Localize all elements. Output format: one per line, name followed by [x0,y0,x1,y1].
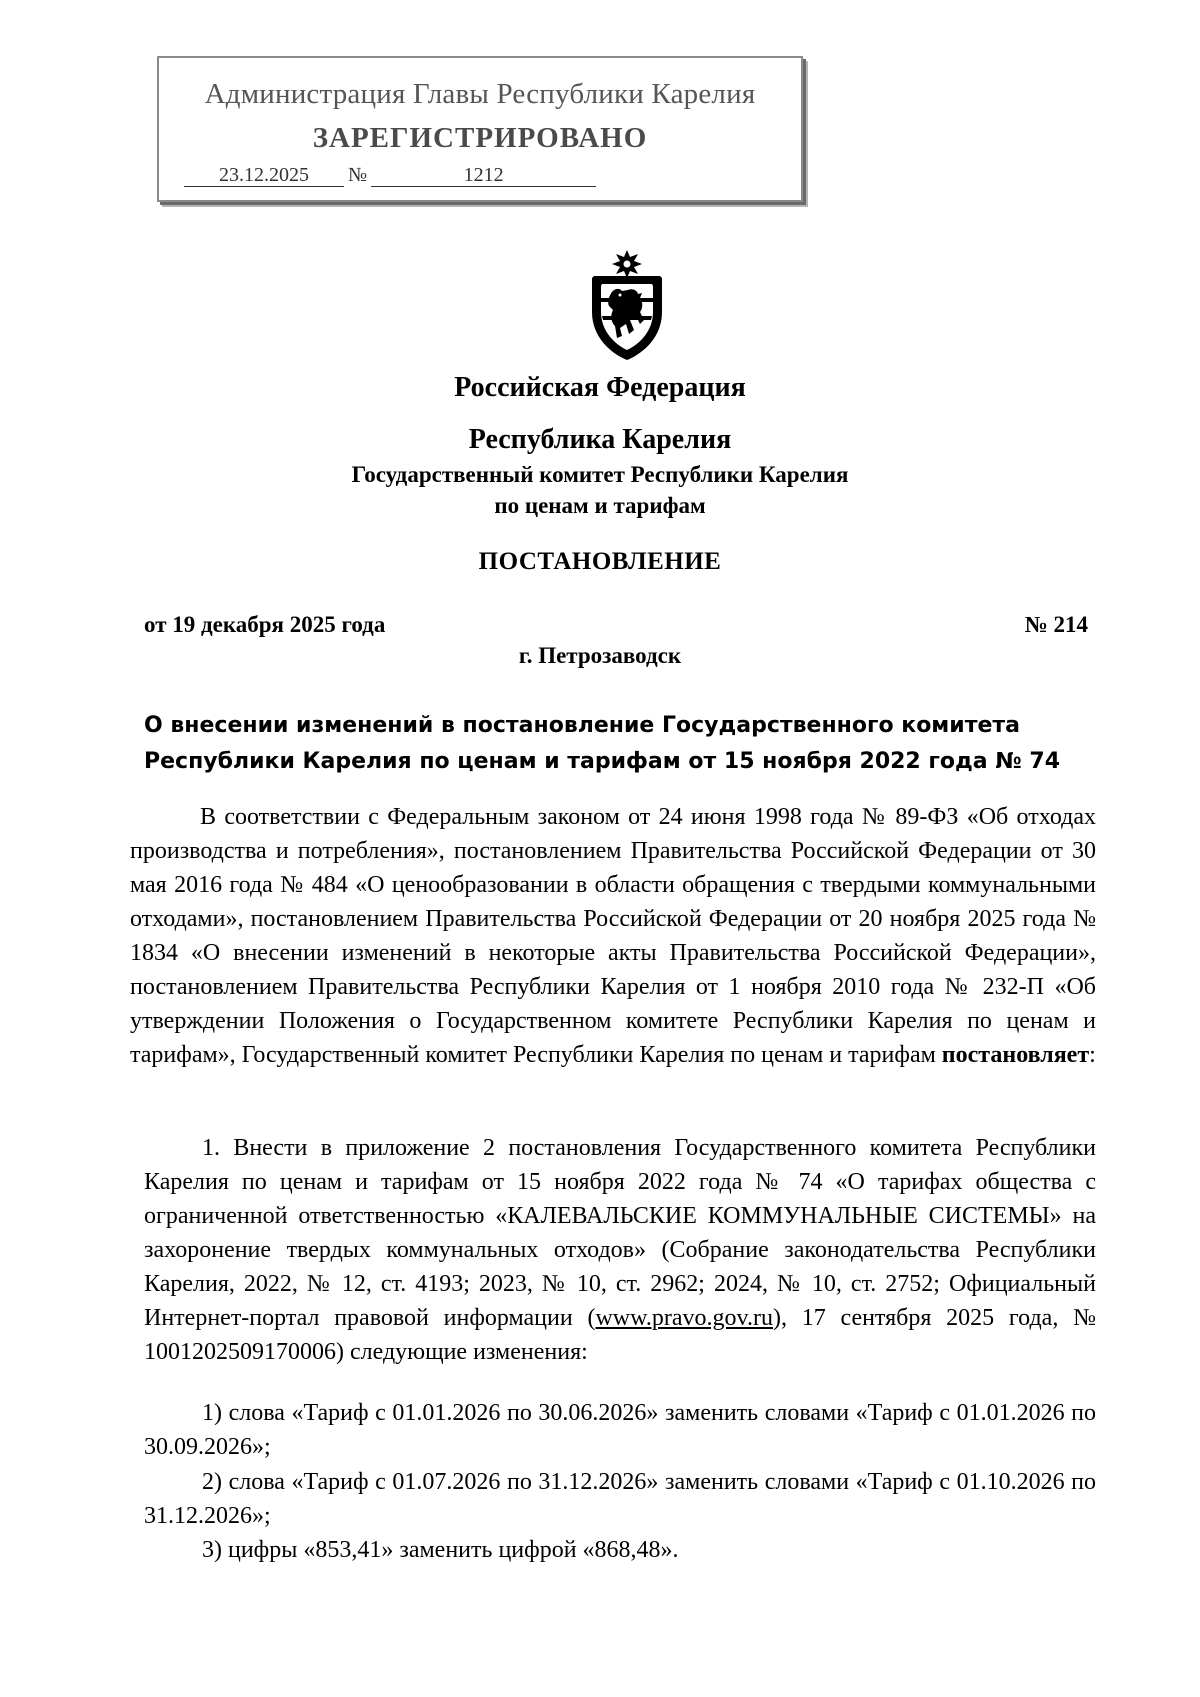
subitem-1-paragraph: 1) слова «Тариф с 01.01.2026 по 30.06.2026» заменить словами «Тариф с 01.01.2026 по 30.09.2026»; [144,1400,1096,1460]
country-heading: Российская Федерация [454,372,746,403]
item-1-paragraph [144,1131,1096,1369]
committee-heading-line2: по ценам и тарифам [494,493,706,518]
stamp-registration-row [184,164,596,187]
document-subject [144,708,1060,780]
subject-line1: О внесении изменений в постановление Государственного комитета [144,713,1020,738]
subitem-2-paragraph: 2) слова «Тариф с 01.07.2026 по 31.12.2026» заменить словами «Тариф с 01.10.2026 по 31.12.2026»; [144,1469,1096,1529]
document-type-heading: ПОСТАНОВЛЕНИЕ [478,548,722,575]
resolves-suffix: : [1089,1042,1096,1068]
republic-heading: Республика Карелия [468,424,732,455]
resolves-word: постановляет [941,1042,1090,1068]
registration-stamp [157,56,803,202]
document-date: от 19 декабря 2025 года [144,612,386,637]
stamp-date: 23.12.2025 [184,164,344,187]
stamp-status: ЗАРЕГИСТРИРОВАНО [312,122,648,154]
pravo-link[interactable]: www.pravo.gov.ru [595,1305,773,1331]
preamble-paragraph [130,800,1096,1072]
subject-line2: Республики Карелия по ценам и тарифам от 15 ноября 2022 года № 74 [144,749,1061,774]
item1-text-part2: ), 17 сентября 2025 года, № 1001202509170006) следующие изменения: [144,1305,1096,1365]
committee-heading-line1: Государственный комитет Республики Карелия [351,462,849,487]
subitem-3-paragraph: 3) цифры «853,41» заменить цифрой «868,48». [202,1537,679,1563]
stamp-organization: Администрация Главы Республики Карелия [204,78,756,110]
coat-of-arms-emblem [582,250,672,362]
stamp-number: 1212 [371,164,596,187]
preamble-text: В соответствии с Федеральным законом от 24 июня 1998 года № 89-ФЗ «Об отходах производства и потребления», постановлением Правительства Российской Федерации от 30 мая 2016 года № 484 «О ценообразовании в области обращения с твердыми коммунальными отходами», постановлением Правительства Российской Федерации от 20 ноября 2025 года № 1834 «О внесении изменений в некоторые акты Правительства Российской Федерации», постановлением Правительства Республики Карелия от 1 ноября 2010 года № 232-П «Об утверждении Положения о Государственном комитете Республики Карелия по ценам и тарифам», Государственный комитет Республики Карелия по ценам и тарифам [130,804,1096,1068]
item1-text-part1: 1. Внести в приложение 2 постановления Государственного комитета Республики Карелия по ценам и тарифам от 15 ноября 2022 года № 74 «О тарифах общества с ограниченной ответственностью «КАЛЕВАЛЬСКИЕ КОММУНАЛЬНЫЕ СИСТЕМЫ» на захоронение твердых коммунальных отходов» (Собрание законодательства Республики Карелия, 2022, № 12, ст. 4193; 2023, № 10, ст. 2962; 2024, № 10, ст. 2752; Официальный Интернет-портал правовой информации ( [144,1135,1096,1331]
document-city: г. Петрозаводск [518,643,682,668]
stamp-number-label: № [348,164,368,186]
document-number: № 214 [1024,612,1088,637]
